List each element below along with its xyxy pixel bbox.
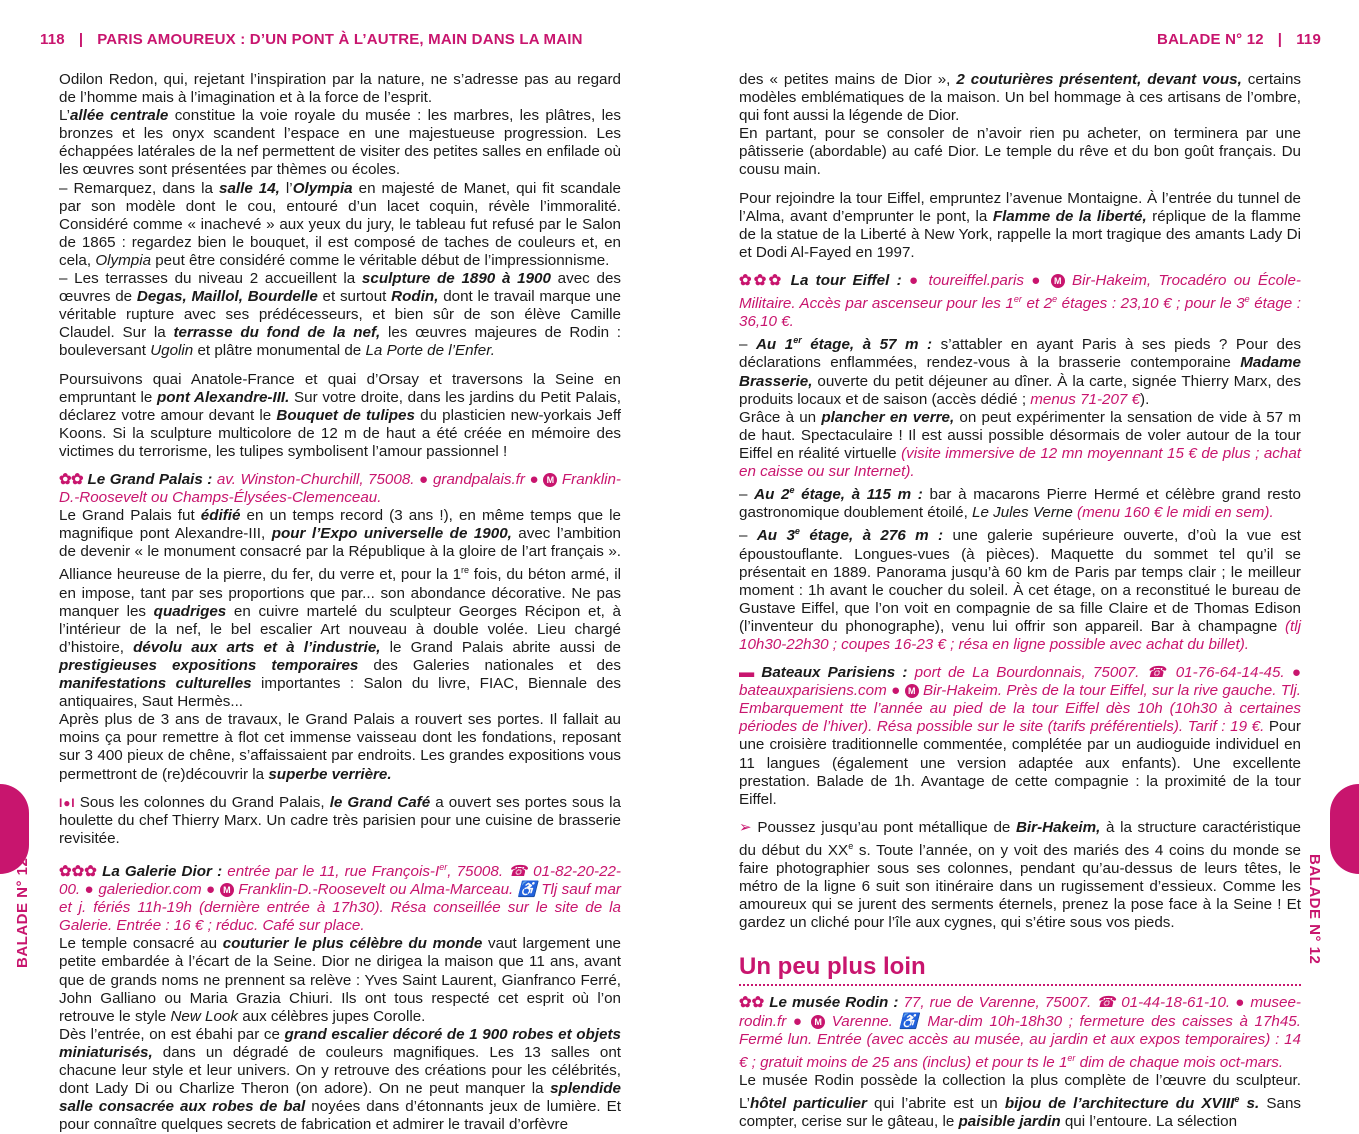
paragraph: Le temple consacré au couturier le plus célèbre du monde vaut largement une petite embardée à l’écart de la Seine. Dior ne dirigea la maison que 11 ans, avant que de grands noms ne prennent sa relève : Yves Saint Laurent, Gianfranco Ferré, John Galliano ou Maria Grazia Chiuri. Ils ont tous respecté cet esprit où l’on retrouve le style New Look aux célèbres jupes Corolle. xyxy=(59,935,621,1025)
arrow-icon: ➢ xyxy=(739,818,752,836)
right-running-header: BALADE N° 12 | 119 xyxy=(1157,31,1321,48)
metro-icon: M xyxy=(543,473,557,487)
metro-icon: M xyxy=(905,684,919,698)
paragraph: des « petites mains de Dior », 2 couturières présentent, devant vous, certains modèles emblématiques de la maison. Un bel hommage à ces artisans de l’ombre, qui font aussi la légende de Dior. xyxy=(739,71,1301,125)
right-thumb-tab xyxy=(1330,784,1359,874)
paragraph: Pour rejoindre la tour Eiffel, empruntez l’avenue Montaigne. À l’entrée du tunnel de l’Alma, avant d’emprunter le pont, la Flamme de la liberté, réplique de la flamme de la statue de la Liberté à New York, rappelle la mort tragique des amants Lady Di et Dodi Al-Fayed en 1997. xyxy=(739,189,1302,261)
bullet-icon: ● xyxy=(84,881,94,899)
section-divider xyxy=(739,984,1301,986)
restaurant-icon: I●I xyxy=(59,795,75,810)
wheelchair-icon: ♿ xyxy=(517,881,537,899)
paragraph: En partant, pour se consoler de n’avoir rien pu acheter, on terminera par une pâtisserie (abordable) au café Dior. Le temple du rêve et du bon goût français. Du cousu main. xyxy=(739,125,1301,179)
paragraph: – Au 1er étage, à 57 m : s’attabler en ayant Paris à ses pieds ? Pour des déclarations enflammées, rendez-vous à la brasserie contemporaine Madame Brasserie, ouverte du petit déjeuner au dîner. À la carte, signée Thierry Marx, des produits locaux et de saison (accès dédié ; menus 71-207 €). xyxy=(739,335,1301,408)
phone-icon: ☎ xyxy=(1146,664,1169,682)
bullet-icon: ● xyxy=(891,682,901,700)
restaurant-note: I●I Sous les colonnes du Grand Palais, le Grand Café a ouvert ses portes sous la houlette du chef Thierry Marx. Un cadre très parisien pour une cuisine de brasserie revisitée. xyxy=(59,793,622,847)
paragraph: Le musée Rodin possède la collection la plus complète de l’œuvre du sculpteur. L’hôtel particulier qui l’abrite est un bijou de l’architecture du XVIIIe s. Sans compter, cerise sur le gâteau, le paisible jardin qui l’entoure. La sélection xyxy=(739,1071,1301,1131)
listing-name: Le musée Rodin : xyxy=(769,994,899,1012)
website-link[interactable]: musee-rodin.fr xyxy=(739,994,1301,1030)
left-page-number: 118 xyxy=(40,31,65,48)
wheelchair-icon: ♿ xyxy=(899,1012,921,1030)
metro-icon: M xyxy=(1051,274,1065,288)
bullet-icon: ● xyxy=(792,1012,805,1030)
stars-icon: ✿✿ xyxy=(739,994,765,1012)
listing-name: Bateaux Parisiens : xyxy=(761,664,908,682)
stars-icon: ✿✿ xyxy=(59,470,83,488)
listing-galerie-dior: ✿✿✿ La Galerie Dior : entrée par le 11, rue François-Ier, 75008. ☎ 01-82-20-22-00. ● galeriedior.com ● M Franklin-D.-Roosevelt ou Alma-Marceau. ♿ Tlj sauf mar et j. fériés 11h-19h (dernière entrée à 17h30). Résa conseillée sur le site de la Galerie. Entrée : 16 € ; réduc. Café sur place. xyxy=(59,861,621,935)
left-running-header: 118 | PARIS AMOUREUX : D’UN PONT À L’AUTRE, MAIN DANS LA MAIN xyxy=(40,31,583,48)
right-page-number: 119 xyxy=(1296,31,1321,48)
website-link[interactable]: bateauxparisiens.com xyxy=(739,682,887,700)
listing-tour-eiffel: ✿✿✿ La tour Eiffel : ● toureiffel.paris ● M Bir-Hakeim, Trocadéro ou École-Militaire. Accès par ascenseur pour les 1er et 2e étages : 23,10 € ; pour le 3e étage : 36,10 €. xyxy=(739,271,1301,331)
phone-icon: ☎ xyxy=(1096,994,1117,1012)
metro-icon: M xyxy=(811,1015,825,1029)
paragraph: L’allée centrale constitue la voie royale du musée : les marbres, les plâtres, les bronzes et les onyx scandent l’espace en une majestueuse progression. Les échappées latérales de la nef permettent de visiter des petites salles en enfilade où les œuvres sont présentées par thèmes ou écoles. xyxy=(59,107,621,179)
listing-bateaux-parisiens: ▬ Bateaux Parisiens : port de La Bourdonnais, 75007. ☎ 01-76-64-14-45. ● bateauxparisiens.com ● M Bir-Hakeim. Près de la tour Eiffel, sur la rive gauche. Tlj. Embarquement tte l’année au pied de la tour Eiffel dès 10h (10h30 à certaines périodes de l’hiver). Résa possible sur le site (tarifs préférentiels). Tarif : 19 €. Pour une croisière traditionnelle commentée, complétée par un audioguide individuel en 11 langues (également une version adaptée aux enfants). Une excellente prestation. Balade de 1h. Avantage de cette compagnie : la proximité de la tour Eiffel. xyxy=(739,664,1301,808)
phone-icon: ☎ xyxy=(508,862,529,880)
right-column xyxy=(739,71,1301,1131)
bullet-icon: ● xyxy=(1031,271,1044,289)
paragraph: Dès l’entrée, on est ébahi par ce grand escalier décoré de 1 900 robes et objets miniaturisés, dans un dégradé de couleurs magnifiques. Les 13 salles ont chacune leur style et leur univers. On y retrouve des créations pour les célébrités, dont Lady Di ou Charlize Theron (on adore). On ne peut manquer la splendide salle consacrée aux robes de bal noyées dans d’étonnants jeux de lumière. Et pour connaître quelques secrets de fabrication et admirer le travail d’orfèvre xyxy=(59,1025,621,1134)
right-side-label: BALADE N° 12 xyxy=(1306,854,1323,965)
paragraph: Après plus de 3 ans de travaux, le Grand Palais a rouvert ses portes. Il fallait au moins ça pour remettre à flot cet immense vaisseau dont les fondations, reposant sur 3 400 pieux de chêne, s’affaissaient par endroits. Les grandes expositions vous permettront de (re)découvrir la superbe verrière. xyxy=(59,711,621,783)
section-title: Un peu plus loin xyxy=(739,953,926,981)
paragraph: Odilon Redon, qui, rejetant l’inspiration par la nature, ne s’adresse pas au regard de l’homme mais à l’imagination et à la force de l’esprit. xyxy=(59,71,621,107)
listing-name: Le Grand Palais : xyxy=(87,470,213,488)
website-link[interactable]: galeriedior.com xyxy=(98,881,202,899)
bullet-icon: ● xyxy=(529,470,539,488)
right-header-title: BALADE N° 12 xyxy=(1157,31,1264,48)
listing-musee-rodin: ✿✿ Le musée Rodin : 77, rue de Varenne, 75007. ☎ 01-44-18-61-10. ● musee-rodin.fr ● M Varenne. ♿ Mar-dim 10h-18h30 ; fermeture des caisses à 17h45. Fermé lun. Entrée (avec accès au musée, au jardin et aux expos temporaires) : 14 € ; gratuit moins de 25 ans (inclus) et pour ts le 1er dim de chaque mois oct-mars. xyxy=(739,994,1301,1071)
metro-icon: M xyxy=(220,883,234,897)
bullet-icon: ● xyxy=(206,881,216,899)
left-column xyxy=(59,71,621,1134)
left-header-title: PARIS AMOUREUX : D’UN PONT À L’AUTRE, MAIN DANS LA MAIN xyxy=(97,31,583,48)
paragraph: – Au 2e étage, à 115 m : bar à macarons Pierre Hermé et célèbre grand resto gastronomique doublement étoilé, Le Jules Verne (menu 160 € le midi en sem). xyxy=(739,485,1302,522)
bullet-icon: ● xyxy=(1291,664,1301,682)
boat-icon: ▬ xyxy=(739,664,755,682)
listing-name: La Galerie Dior : xyxy=(102,862,223,880)
listing-grand-palais: ✿✿ Le Grand Palais : av. Winston-Churchill, 75008. ● grandpalais.fr ● M Franklin-D.-Roosevelt ou Champs-Élysées-Clemenceau. xyxy=(59,470,621,507)
listing-name: La tour Eiffel : xyxy=(790,271,902,289)
bullet-icon: ● xyxy=(418,470,429,488)
left-side-label: BALADE N° 12 xyxy=(14,857,31,968)
paragraph: Grâce à un plancher en verre, on peut expérimenter la sensation de vide à 57 m de haut. Spectaculaire ! Il est aussi possible désormais de voler autour de la tour Eiffel en réalité virtuelle (visite immersive de 12 mn moyennant 15 € de plus ; achat en caisse ou sur Internet). xyxy=(739,408,1301,480)
stars-icon: ✿✿✿ xyxy=(739,271,784,289)
paragraph: ➢ Poussez jusqu’au pont métallique de Bir-Hakeim, à la structure caractéristique du début du XXe s. Toute l’année, on y voit des mariés des 4 coins du monde se faire photographier sous ses colonnes, pendant qu’au-dessus de leurs têtes, le métro de la ligne 6 suit son itinéraire dans un rugissement d’essieux. Comme les amoureux qui se jurent des serments éternels, prenez la pose face à la Seine ! Et gardez un cliché pour l’île aux cygnes, qui s’étire sous vos pieds. xyxy=(739,818,1301,932)
website-link[interactable]: toureiffel.paris xyxy=(921,271,1032,289)
paragraph: – Au 3e étage, à 276 m : une galerie supérieure ouverte, d’où la vue est époustouflante. Longues-vues (à pièces). Maquette du sommet tel qu’il se présentait en 1889. Panorama jusqu’à 60 km de Paris par temps clair ; le meilleur moment : 1h avant le coucher du soleil. À cet étage, on a reconstitué le bureau de Gustave Eiffel, que l’on voit en compagnie de sa fille Claire et de Thomas Edison (l’inventeur du phonographe), venu lui offrir son appareil. Bar à champagne (tlj 10h30-22h30 ; coupes 16-23 € ; résa en ligne possible avec achat du billet). xyxy=(739,526,1302,653)
website-link[interactable]: grandpalais.fr xyxy=(432,470,525,488)
paragraph: Le Grand Palais fut édifié en un temps record (3 ans !), en même temps que le magnifique pont Alexandre-III, pour l’Expo universelle de 1900, avec l’ambition de devenir « le monument consacré par la République à la gloire de l’art français ». Alliance heureuse de la pierre, du fer, du verre et, pour la 1re fois, du béton armé, il en impose, tant par ses proportions que par... son abondance décorative. Ne pas manquer les quadriges en cuivre martelé du sculpteur Georges Récipon et, à l’intérieur de la nef, le bel escalier Art nouveau à double volée. Lieu chargé d’histoire, dévolu aux arts et à l’industrie, le Grand Palais abrite aussi de prestigieuses expositions temporaires des Galeries nationales et des manifestations culturelles importantes : Salon du livre, FIAC, Biennale des antiquaires, Saut Hermès... xyxy=(59,507,621,711)
paragraph: Poursuivons quai Anatole-France et quai d’Orsay et traversons la Seine en empruntant le pont Alexandre-III. Sur votre droite, dans les jardins du Petit Palais, déclarez votre amour devant le Bouquet de tulipes du plasticien new-yorkais Jeff Koons. Si la sculpture multicolore de 12 m de haut a été créée en mémoire des victimes du terrorisme, les tulipes symbolisent l’amour passionnel ! xyxy=(59,370,621,460)
right-page xyxy=(680,0,1359,1134)
paragraph: – Remarquez, dans la salle 14, l’Olympia en majesté de Manet, qui fit scandale par son modèle dont le cou, entouré d’un lacet coquin, révèle l’immoralité. Considéré comme « inachevé » aux yeux du jury, le tableau fut refusé par le Salon de 1865 : regardez bien le bouquet, il est composé de taches de couleurs et, en cela, Olympia peut être considéré comme le véritable début de l’impressionnisme. xyxy=(59,179,622,269)
paragraph: – Les terrasses du niveau 2 accueillent la sculpture de 1890 à 1900 avec des œuvres de Degas, Maillol, Bourdelle et surtout Rodin, dont le travail marque une véritable rupture avec ses prédécesseurs, et bien sûr de son élève Camille Claudel. Sur la terrasse du fond de la nef, les œuvres majeures de Rodin : bouleversant Ugolin et plâtre monumental de La Porte de l’Enfer. xyxy=(59,270,622,360)
bullet-icon: ● xyxy=(1235,994,1246,1012)
bullet-icon: ● xyxy=(908,271,922,289)
stars-icon: ✿✿✿ xyxy=(59,862,97,880)
